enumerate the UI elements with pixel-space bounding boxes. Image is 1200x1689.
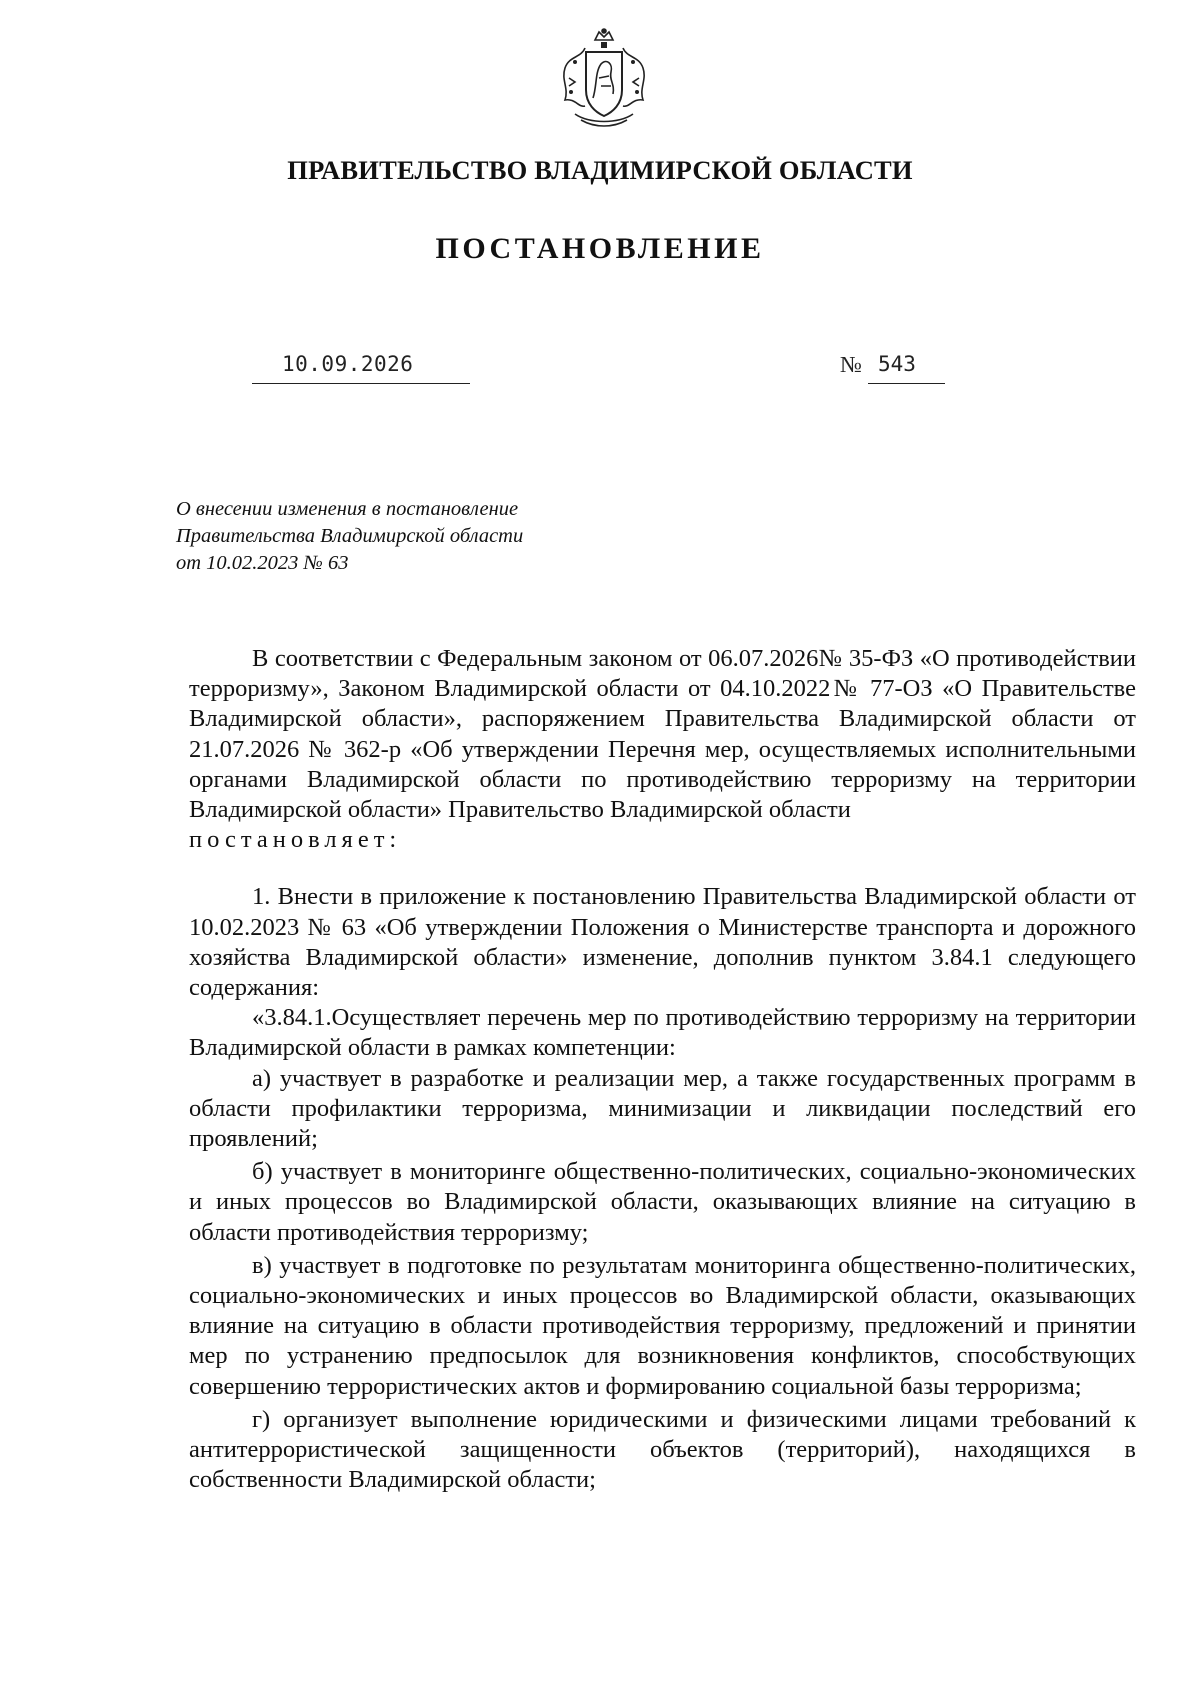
clause-3-84-1-paragraph: «3.84.1.Осуществляет перечень мер по противодействию терроризму на территории Владимирской области в рамках компетенции: (189, 1004, 1136, 1062)
date-underline (252, 383, 470, 384)
organization-title: ПРАВИТЕЛЬСТВО ВЛАДИМИРСКОЙ ОБЛАСТИ (287, 155, 913, 185)
subject-line: Правительства Владимирской области (176, 525, 524, 547)
subitem-b-paragraph: б) участвует в мониторинге общественно-политических, социально-экономических и иных процессов во Владимирской области, оказывающих влияние на ситуацию в области противодействия терроризму; (189, 1158, 1136, 1246)
document-subject (176, 496, 523, 577)
number-underline (868, 383, 945, 384)
document-number: 543 (878, 352, 916, 376)
subitem-a-paragraph: а) участвует в разработке и реализации мер, а также государственных программ в области профилактики терроризма, минимизации и ликвидации последствий его проявлений; (189, 1064, 1136, 1153)
document-date: 10.09.2026 (282, 352, 414, 376)
subitem-v-paragraph: в) участвует в подготовке по результатам мониторинга общественно-политических, социально-экономических и иных процессов во Владимирской области, оказывающих влияние на ситуацию в области противодействия терроризму, предложений и принятии мер по устранению предпосылок для возникновения конфликтов, способствующих совершению террористических актов и формированию социальной базы терроризма; (189, 1251, 1136, 1400)
subject-line: от 10.02.2023 № 63 (176, 552, 349, 574)
subitem-g-paragraph: г) организует выполнение юридическими и физическими лицами требований к антитеррористической защищенности объектов (территорий), находящихся в собственности Владимирской области; (189, 1405, 1136, 1494)
subject-line: О внесении изменения в постановление (176, 498, 519, 520)
coat-of-arms-icon (555, 28, 653, 132)
document-body (189, 644, 1136, 1495)
number-sign: № (840, 352, 862, 377)
resolves-phrase: постановляет: (189, 826, 402, 854)
document-type-title: ПОСТАНОВЛЕНИЕ (435, 232, 765, 265)
preamble-paragraph: В соответствии с Федеральным законом от 06.07.2026№ 35-ФЗ «О противодействии терроризму», Законом Владимирской области от 04.10.2022№ 77-ОЗ «О Правительстве Владимирской области», распоряжением Правительства Владимирской области от 21.07.2026 № 362-р «Об утверждении Перечня мер, осуществляемых исполнительными органами Владимирской области по противодействию терроризму на территории Владимирской области» Правительство Владимирской области (189, 645, 1136, 824)
item-1-paragraph: 1. Внести в приложение к постановлению Правительства Владимирской области от 10.02.2023 № 63 «Об утверждении Положения о Министерстве транспорта и дорожного хозяйства Владимирской области» изменение, дополнив пунктом 3.84.1 следующего содержания: (189, 883, 1136, 1002)
